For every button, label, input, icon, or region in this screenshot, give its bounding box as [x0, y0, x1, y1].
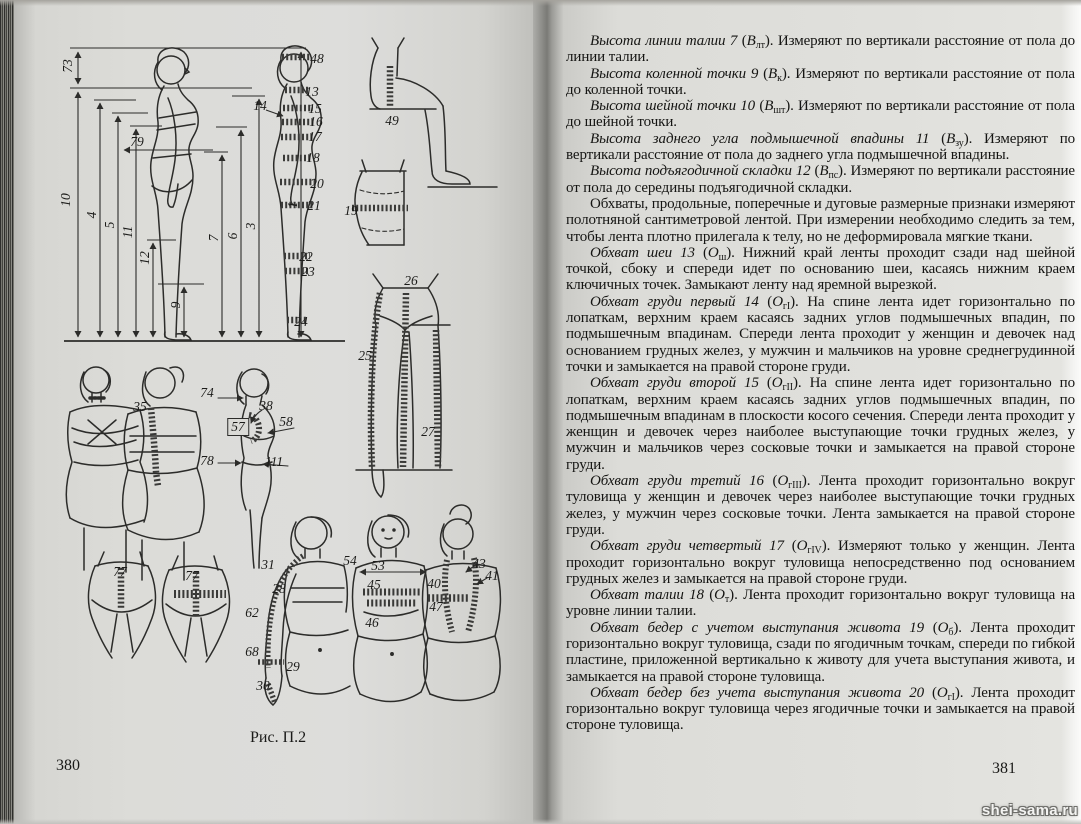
term-lead: Обхват груди второй: [590, 375, 745, 392]
figure-label: 23: [301, 264, 315, 279]
figure-label: 15: [308, 101, 322, 116]
figure-label: 74: [200, 385, 214, 400]
term-symbol: $(В_к)$.: [763, 65, 796, 84]
figure-label: 17: [308, 129, 322, 144]
paragraph-body: Измеряют по вертикали расстояние от пола до коленной точки.: [566, 65, 1075, 98]
figure-label: 38: [259, 398, 273, 413]
figure-label: 10: [58, 193, 73, 207]
figure-label: 22: [299, 249, 313, 264]
term-symbol: $(О_{гI})$.: [767, 293, 808, 312]
figure-label: 30: [256, 678, 270, 693]
paragraph-body: Измеряют по вертикали расстояние от пола до линии талии.: [566, 33, 1075, 66]
figure-label: 3: [243, 222, 258, 230]
paragraph-body: Лента проходит горизонтально вокруг туловища, сзади по ягодичным точкам, спереди по гибкой пластине, приложенной вертикально к животу для учета выступания живота, и замыкается на правой стороне туловища.: [566, 619, 1075, 685]
figure-label: 77: [113, 564, 127, 579]
paragraph: [566, 196, 1075, 245]
term-symbol: $(О_{гIV})$.: [791, 538, 839, 557]
term-symbol: $(В_{зу})$.: [941, 130, 985, 149]
term-symbol: $(О_{гII})$.: [766, 375, 810, 394]
paragraph-body: Измеряют только у женщин. Лента проходит горизонтально вокруг туловища непосредственно под основанием грудных желез и замыкается на правой стороне груди.: [566, 538, 1075, 587]
term-number: 14: [743, 293, 768, 310]
paragraph: [566, 33, 1075, 66]
figure-label: 62: [245, 605, 259, 620]
figure-label: 6: [225, 232, 240, 240]
paragraph: [566, 375, 1075, 473]
figure-label: 31: [261, 557, 275, 572]
paragraph-body: Нижний край ленты проходит сзади над шейной точкой, сбоку и спереди идет по основанию шеи, касаясь нижним краем ключичных точек. Замыкают ленту над яремной вырезкой.: [566, 244, 1076, 294]
figure-label: 68: [245, 644, 259, 659]
term-symbol: $(О_{гI})$.: [931, 684, 972, 703]
paragraph: [566, 473, 1075, 538]
watermark: shei-sama.ru: [981, 802, 1078, 819]
paragraph: [566, 98, 1075, 131]
term-number: 16: [749, 473, 773, 490]
paragraph: [566, 587, 1075, 620]
figure-label: 24: [294, 314, 308, 329]
figure-label: 7: [206, 234, 221, 242]
figure-label: 26: [404, 273, 418, 288]
figure-label: 4: [84, 211, 99, 219]
paragraph: [566, 620, 1075, 685]
figure-label: 18: [306, 150, 320, 165]
term-lead: Высота коленной точки: [590, 65, 751, 82]
paragraph: [566, 131, 1075, 164]
figure-label: 73: [60, 59, 75, 73]
term-symbol: $(О_ш)$.: [702, 244, 743, 263]
figure-label: 9: [168, 301, 183, 309]
term-number: 18: [689, 587, 710, 604]
paragraph-body: Лента проходит горизонтально вокруг туловища у женщин и девочек через наиболее выступающие точки грудных желез, у мужчин через сосковые точки. Лента замыкается на правой стороне груди.: [566, 473, 1075, 538]
figure-label: 1: [285, 201, 300, 209]
term-lead: Обхват бедер с учетом выступания живота: [590, 619, 910, 636]
term-number: 13: [680, 244, 703, 261]
figure-label: 41: [485, 568, 499, 583]
term-number: 10: [740, 98, 760, 115]
term-lead: Обхват груди первый: [590, 293, 744, 310]
paragraph: [566, 294, 1075, 375]
term-lead: Обхват шеи: [590, 244, 681, 261]
term-lead: Высота заднего угла подмышечной впадины: [590, 130, 916, 147]
paragraph-body: Измеряют по вертикали расстояние от пола до шейной точки.: [566, 98, 1075, 131]
figure-label: 29: [286, 659, 300, 674]
figure-label: 43: [472, 556, 486, 571]
paragraph-body: Измеряют по вертикали расстояние от пола до середины подъягодичной складки.: [566, 163, 1075, 196]
term-number: 9: [750, 65, 764, 82]
figure-label: 13: [305, 84, 319, 99]
term-lead: Обхват груди третий: [590, 473, 750, 490]
figure-label: 28: [272, 581, 286, 596]
term-lead: Высота линии талии: [590, 33, 730, 49]
paragraph: [566, 163, 1075, 196]
term-lead: Обхват талии: [590, 587, 690, 604]
term-symbol: $(В_{пс})$.: [814, 163, 851, 182]
figure-label: 14: [253, 98, 267, 113]
figure-label: 19: [344, 203, 358, 218]
figure-label: 49: [385, 113, 399, 128]
figure-label: 40: [427, 576, 441, 591]
figure-label: 54: [343, 553, 357, 568]
term-symbol: $(О_т)$.: [709, 587, 744, 606]
term-number: 17: [769, 538, 792, 555]
term-lead: Обхват бедер без учета выступания живота: [590, 684, 910, 701]
term-symbol: $(О_{гIII})$.: [772, 473, 820, 492]
figure-label: 46: [365, 615, 379, 630]
paragraph-body: На спине лента идет горизонтально по лопаткам, верхним краем касаясь задних углов подмышечных впадин, по подмышечным впадинам. Спереди лента проходит у женщин и девочек над основанием грудных желез, у мужчин и мальчиков на уровне среднегрудинной точки и замыкается на правой стороне груди.: [566, 293, 1076, 375]
paragraph-body: Обхваты, продольные, поперечные и дуговые размерные признаки измеряют полотняной сантиметровой лентой. При измерении необходимо следить за тем, чтобы лента плотно прилегала к телу, но не деформировала мягкие ткани.: [566, 195, 1075, 245]
figure-label: 45: [367, 577, 381, 592]
term-number: 7: [729, 33, 742, 49]
paragraph: [566, 538, 1075, 587]
paragraph: [566, 245, 1075, 294]
term-number: 19: [909, 619, 933, 636]
paragraph-body: Измеряют по вертикали расстояние от пола до заднего угла подмышечной впадины.: [566, 130, 1076, 164]
term-number: 11: [915, 130, 942, 147]
paragraph-body: На спине лента идет горизонтально по лопаткам, верхним краем касаясь задних углов подмышечных впадин, по подмышечным впадинам в плоскости косого сечения. Спереди лента проходит у женщин и девочек через наиболее выступающие точки грудных желез, у мужчин и мальчиков через сосковые точки и замыкается на правой стороне груди.: [566, 375, 1075, 473]
term-symbol: $(В_{шт})$.: [759, 98, 799, 117]
term-lead: Высота шейной точки: [590, 98, 741, 115]
paragraph-body: Лента проходит горизонтально вокруг туловища через ягодичные точки и замыкается на правой стороне туловища.: [566, 684, 1075, 734]
figure-label: 47: [429, 599, 443, 614]
paragraph-body: Лента проходит горизонтально вокруг туловища на уровне линии талии.: [566, 587, 1076, 620]
term-number: 15: [744, 375, 767, 392]
figure-label: 48: [310, 51, 324, 66]
text-column: [566, 33, 1075, 734]
figure-label: 20: [310, 176, 324, 191]
figure-label: 79: [130, 134, 144, 149]
term-symbol: $(В_{лт})$.: [741, 33, 778, 51]
figure-label: 27: [421, 424, 435, 439]
figure-label: 53: [371, 558, 385, 573]
figure-label: 111: [264, 454, 284, 469]
figure-label: 21: [307, 198, 321, 213]
term-lead: Обхват груди четвертый: [590, 538, 770, 555]
paragraph: [566, 66, 1075, 99]
figure-label: 25: [358, 348, 372, 363]
paragraph: [566, 685, 1075, 734]
term-lead: Высота подъягодичной складки: [590, 163, 796, 180]
figure-label: 11: [120, 225, 135, 239]
term-symbol: $(О_б)$.: [932, 619, 971, 638]
page-number-right: 381: [992, 760, 1016, 777]
figure-label: 58: [279, 414, 293, 429]
figure-label: 5: [102, 221, 117, 229]
figure-label: 16: [309, 114, 323, 129]
figure-label: 78: [200, 453, 214, 468]
figure-label: 77: [185, 568, 199, 583]
term-number: 20: [909, 684, 932, 701]
figure-label: 35: [133, 399, 147, 414]
figure-caption: Рис. П.2: [250, 729, 307, 746]
page-number-left: 380: [56, 757, 80, 774]
figure-label: 12: [137, 251, 152, 265]
term-number: 12: [795, 163, 815, 180]
figure-label: 57: [227, 418, 249, 436]
